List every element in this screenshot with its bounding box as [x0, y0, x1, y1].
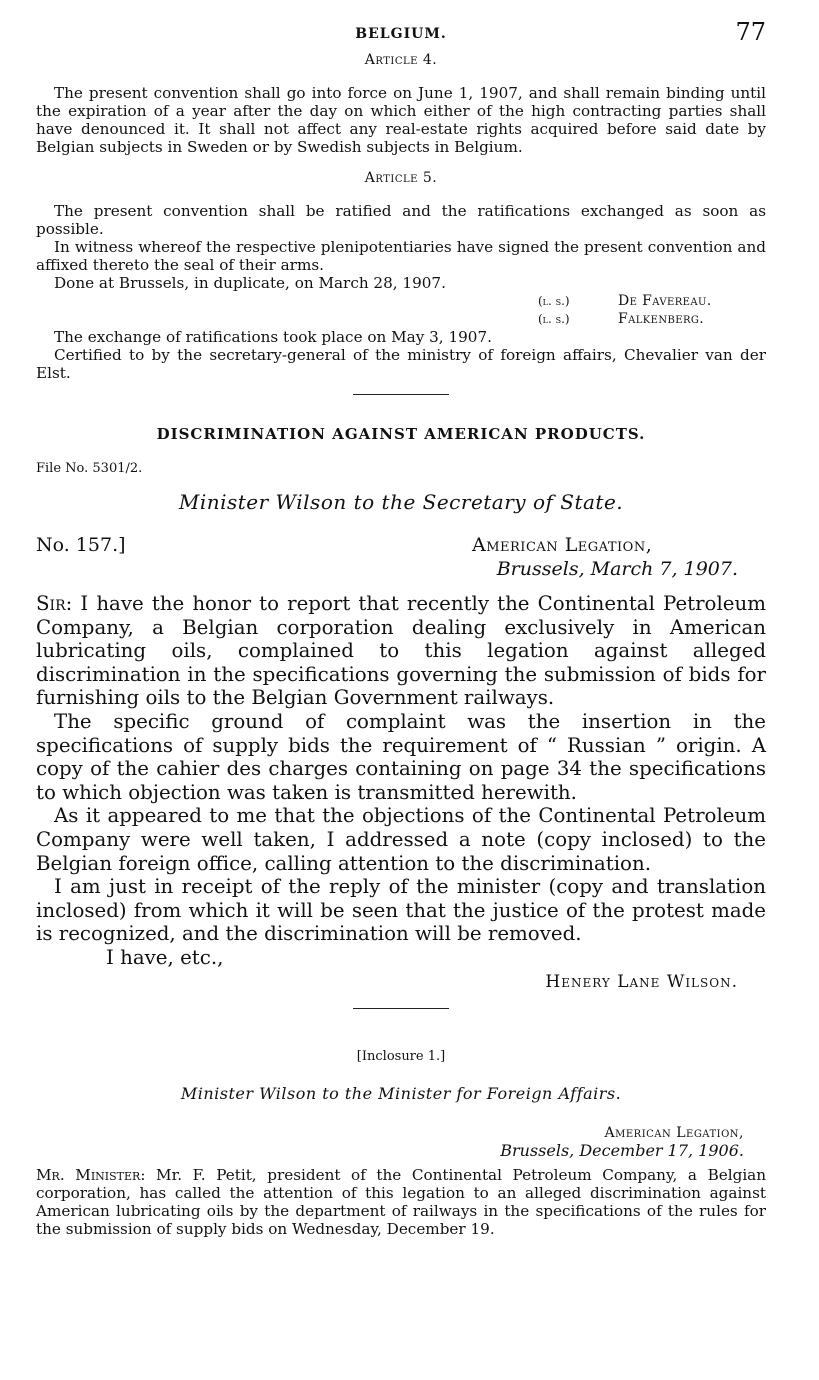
dispatch-paragraph-1 [36, 592, 766, 710]
dispatch-closing: I have, etc., [106, 945, 224, 969]
signatory-name: Falkenberg. [618, 311, 705, 327]
file-number: File No. 5301/2. [36, 461, 143, 476]
inclosure-place-date: Brussels, December 17, 1906. [500, 1140, 744, 1160]
article-4-text: The present convention shall go into force on June 1, 1907, and shall remain binding until the expiration of a year after the day on which either of the high contracting parties shall have denounced it. It shall not affect any real-estate rights acquired before said date by Belgian subjects in Sweden or by Swedish subjects in Belgium. [36, 84, 766, 156]
dispatch-place-date: Brussels, March 7, 1907. [496, 558, 738, 580]
dispatch-paragraph-3: As it appeared to me that the objections of the Continental Petroleum Company were well taken, I addressed a note (copy inclosed) to the Belgian foreign office, calling attention to the discrimination. [36, 804, 766, 875]
seal-row [538, 310, 766, 328]
dispatch-number: No. 157.] [36, 534, 126, 556]
section-title: DISCRIMINATION AGAINST AMERICAN PRODUCTS. [156, 425, 646, 443]
inclosure-paragraph-1-text: Mr. F. Petit, president of the Continental Petroleum Company, a Belgian corporation, has called the attention of this legation to an alleged discrimination against American lubricating oils by the department of railways in the specifications of the rules for the submission of supply bids on Wednesday, December 19. [36, 1165, 767, 1238]
page-number: 77 [735, 18, 766, 46]
dispatch-paragraph-4: I am just in receipt of the reply of the minister (copy and translation inclosed) from which it will be seen that the justice of the protest made is recognized, and the discrimination will be removed. [36, 875, 766, 946]
seal-row [538, 292, 766, 310]
dispatch-paragraph-1-text: I have the honor to report that recently the Continental Petroleum Company, a Belgian corporation dealing exclusively in American lubricating oils, complained to this legation against alleged discrimination in the specifications governing the submission of bids for furnishing oils to the Belgian Government railways. [36, 592, 766, 710]
article-4-heading: Article 4. [364, 52, 438, 68]
seal-mark: (l. s.) [538, 312, 570, 326]
signatory-name: De Favereau. [618, 293, 712, 309]
dispatch-signature: Henery Lane Wilson. [545, 971, 738, 992]
article-5-paragraph-4: The exchange of ratifications took place on May 3, 1907. [54, 328, 492, 346]
dispatch-heading: Minister Wilson to the Secretary of State. [178, 490, 624, 514]
article-5-paragraph-5: Certified to by the secretary-general of the ministry of foreign affairs, Chevalier van der Elst. [36, 346, 766, 382]
inclosure-paragraph-1 [36, 1166, 766, 1238]
dispatch-legation: American Legation, [472, 534, 653, 556]
seal-mark: (l. s.) [538, 294, 570, 308]
section-divider [353, 1008, 449, 1009]
inclosure-heading: Minister Wilson to the Minister for Foreign Affairs. [180, 1083, 622, 1103]
article-5-paragraph-2: In witness whereof the respective plenipotentiaries have signed the present convention and affixed thereto the seal of their arms. [36, 238, 766, 274]
inclosure-salutation: Mr. Minister: [36, 1165, 146, 1184]
dispatch-paragraph-2: The specific ground of complaint was the insertion in the specifications of supply bids the requirement of “ Russian ” origin. A copy of the cahier des charges containing on page 34 the specifications to which objection was taken is transmitted herewith. [36, 709, 766, 804]
document-page [36, 18, 766, 1238]
dispatch-salutation: Sir: [36, 592, 73, 615]
article-5-heading: Article 5. [364, 170, 438, 186]
inclosure-label: [Inclosure 1.] [356, 1048, 446, 1064]
inclosure-legation: American Legation, [604, 1124, 744, 1141]
dispatch-header [36, 534, 766, 586]
section-divider [353, 394, 449, 395]
running-head [36, 18, 766, 48]
article-5-paragraph-3: Done at Brussels, in duplicate, on March 28, 1907. [54, 274, 446, 292]
seal-block [538, 292, 766, 328]
running-head-title: BELGIUM. [355, 26, 447, 42]
article-5-paragraph-1: The present convention shall be ratified and the ratifications exchanged as soon as possible. [36, 202, 766, 238]
